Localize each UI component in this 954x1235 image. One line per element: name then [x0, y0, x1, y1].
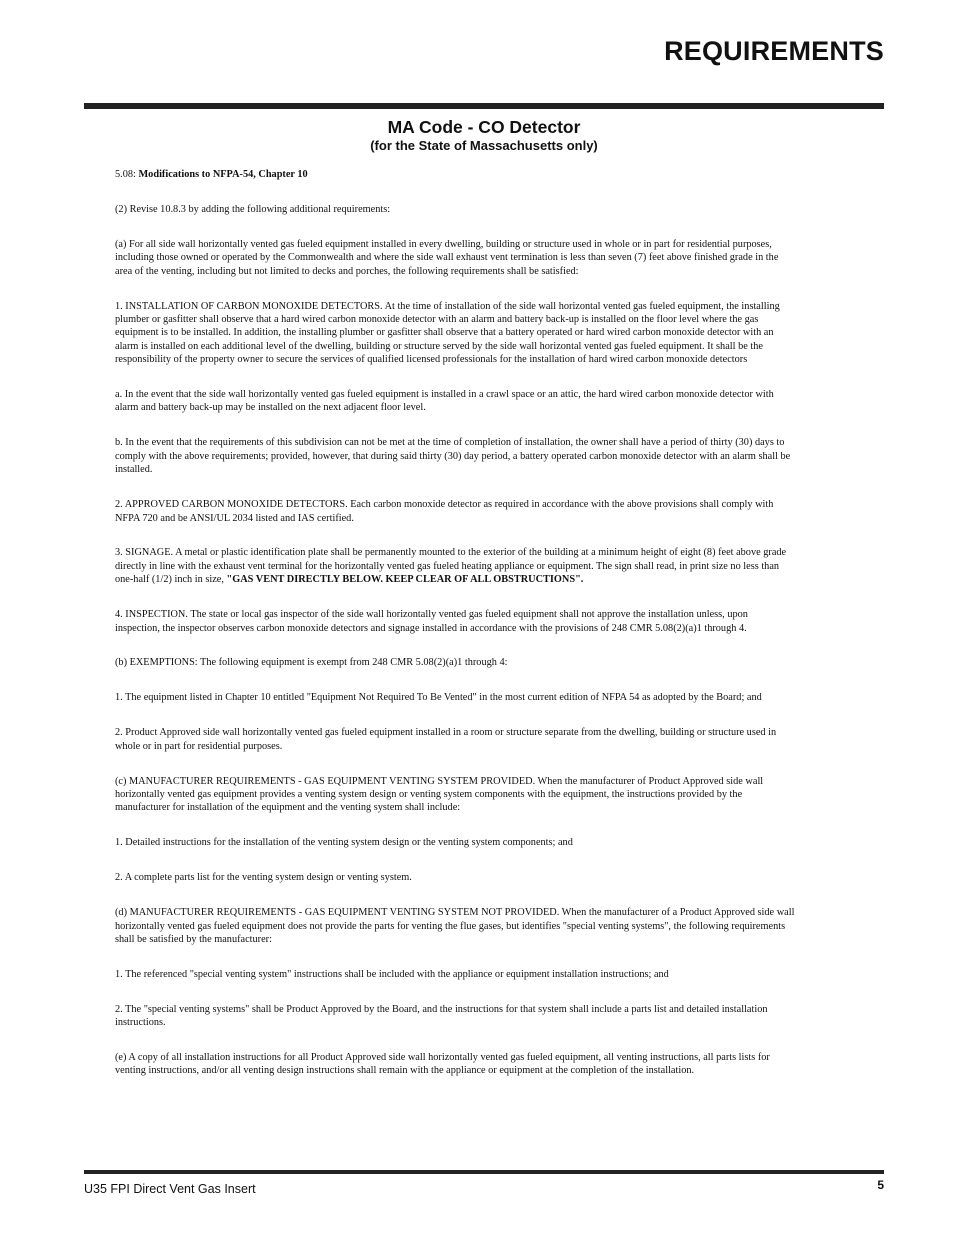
header-divider — [84, 103, 884, 109]
paragraph-a-scope: (a) For all side wall horizontally vented gas fueled equipment installed in every dwelling, building or structure used in whole or in part for residential purposes, including those owned or operated by the Commonwealth and where the side wall exhaust vent termination is less than seven (7) feet above finished grade in the area of the venting, including but not limited to decks and porches, the following requirements shall be satisfied: — [115, 238, 779, 277]
paragraph-exemptions: (b) EXEMPTIONS: The following equipment is exempt from 248 CMR 5.08(2)(a)1 through 4: — [115, 657, 508, 669]
code-reference-prefix: 5.08: — [115, 169, 139, 180]
paragraph-inspection: 4. INSPECTION. The state or local gas inspector of the side wall horizontally vented gas fueled equipment shall not approve the installation unless, upon inspection, the inspector observes carbon monoxide detectors and signage installed in accordance with the provisions of 248 CMR 5.08(2)(a)1 through 4. — [115, 609, 748, 634]
paragraph-signage — [115, 546, 795, 586]
paragraph-d-item-2: 2. The "special venting systems" shall be Product Approved by the Board, and the instructions for that system shall include a parts list and detailed installation instructions. — [115, 1003, 768, 1029]
paragraph-crawl-space-attic: a. In the event that the side wall horizontally vented gas fueled equipment is installed in a crawl space or an attic, the hard wired carbon monoxide detector with alarm and battery back-up may be installed on the next adjacent floor level. — [115, 389, 774, 414]
paragraph-approved-detectors: 2. APPROVED CARBON MONOXIDE DETECTORS. Each carbon monoxide detector as required in accordance with the above provisions shall comply with NFPA 720 and be ANSI/UL 2034 listed and IAS certified. — [115, 499, 774, 524]
body-text — [115, 168, 795, 1099]
section-subtitle: (for the State of Massachusetts only) — [370, 138, 598, 153]
signage-wording: "GAS VENT DIRECTLY BELOW. KEEP CLEAR OF ALL OBSTRUCTIONS". — [226, 574, 584, 586]
paragraph-e-instructions-copy: (e) A copy of all installation instructions for all Product Approved side wall horizontally vented gas fueled equipment, all venting instructions, all parts lists for venting instructions, and/or all venting design instructions shall remain with the appliance or equipment at the completion of the installation. — [115, 1052, 770, 1077]
footer-document-name: U35 FPI Direct Vent Gas Insert — [84, 1182, 256, 1196]
paragraph-d-venting-not-provided: (d) MANUFACTURER REQUIREMENTS - GAS EQUIPMENT VENTING SYSTEM NOT PROVIDED. When the manufacturer of a Product Approved side wall horizontally vented gas fueled equipment does not provide the parts for venting the flue gases, but identifies "special venting systems", the following requirements shall be satisfied by the manufacturer: — [115, 907, 795, 945]
footer-divider — [84, 1170, 884, 1174]
signage-text: 3. SIGNAGE. A metal or plastic identification plate shall be permanently mounted to the exterior of the building at a minimum height of eight (8) feet above grade directly in line with the exhaust vent terminal for the horizontally vented gas fueled heating appliance or equipment. The sign shall read, in print size no less than one-half (1/2) inch in size, — [115, 547, 787, 586]
paragraph-revision: (2) Revise 10.8.3 by adding the following additional requirements: — [115, 203, 391, 215]
paragraph-c-item-2: 2. A complete parts list for the venting system design or venting system. — [115, 872, 412, 884]
paragraph-d-item-1: 1. The referenced "special venting system" instructions shall be included with the appliance or equipment installation instructions; and — [115, 968, 669, 980]
code-reference-title: Modifications to NFPA-54, Chapter 10 — [138, 169, 308, 180]
paragraph-installation-co-detectors: 1. INSTALLATION OF CARBON MONOXIDE DETECTORS. At the time of installation of the side wall horizontal vented gas fueled equipment, the installing plumber or gasfitter shall observe that a hard wired carbon monoxide detector with an alarm and battery back-up is installed on the floor level where the gas equipment is to be installed. In addition, the installing plumber or gasfitter shall observe that a battery operated or hard wired carbon monoxide detector with an alarm is installed on each additional level of the dwelling, building or structure served by the side wall horizontal vented gas fueled equipment. It shall be the responsibility of the property owner to secure the services of qualified licensed professionals for the installation of hard wired carbon monoxide detectors — [115, 300, 780, 366]
page-title: REQUIREMENTS — [664, 36, 884, 66]
paragraph-code-reference — [115, 168, 795, 181]
page-number: 5 — [877, 1178, 884, 1192]
paragraph-c-venting-provided: (c) MANUFACTURER REQUIREMENTS - GAS EQUIPMENT VENTING SYSTEM PROVIDED. When the manufacturer of Product Approved side wall horizontally vented gas equipment provides a venting system design or venting system components with the equipment, the instructions provided by the manufacturer for installation of the equipment and the venting system shall include: — [115, 775, 764, 814]
paragraph-c-item-1: 1. Detailed instructions for the installation of the venting system design or the venting system components; and — [115, 837, 573, 849]
paragraph-exemption-2: 2. Product Approved side wall horizontally vented gas fueled equipment installed in a room or structure separate from the dwelling, building or structure used in whole or in part for residential purposes. — [115, 727, 777, 752]
paragraph-exemption-1: 1. The equipment listed in Chapter 10 entitled "Equipment Not Required To Be Vented" in the most current edition of NFPA 54 as adopted by the Board; and — [115, 692, 762, 704]
paragraph-thirty-day-period: b. In the event that the requirements of this subdivision can not be met at the time of completion of installation, the owner shall have a period of thirty (30) days to comply with the above requirements; provided, however, that during said thirty (30) day period, a battery operated carbon monoxide detector with an alarm shall be installed. — [115, 437, 791, 476]
section-title: MA Code - CO Detector — [387, 117, 581, 137]
section-header — [84, 117, 884, 154]
